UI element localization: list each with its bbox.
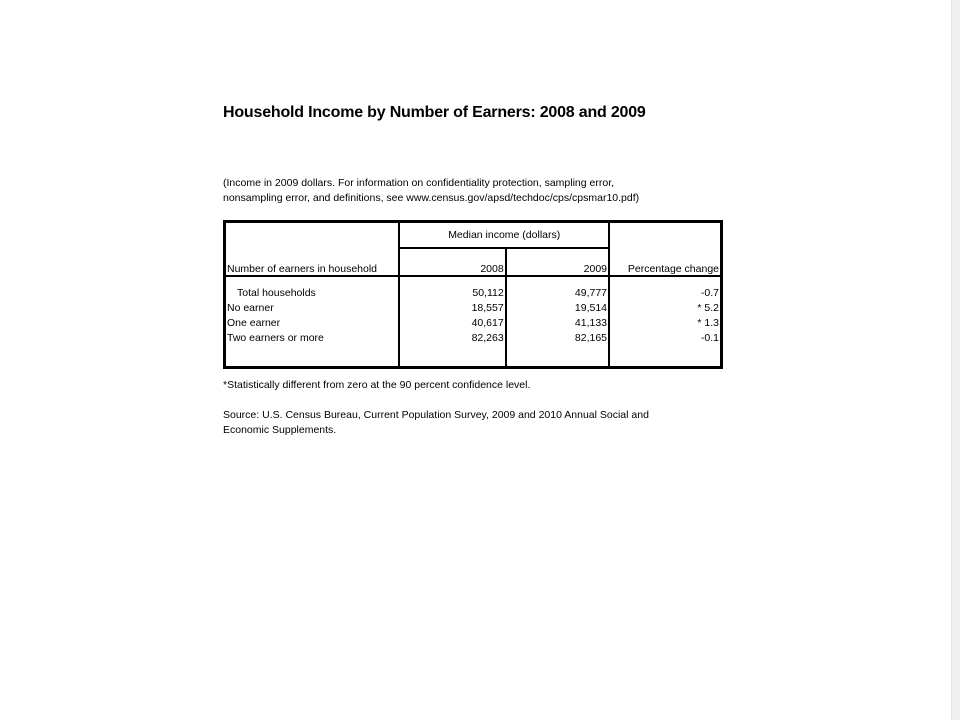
source-line-2: Economic Supplements. [223,424,337,436]
median-income-header: Median income (dollars) [399,222,609,249]
row-label: One earner [225,316,400,331]
col-header-change: Percentage change [609,248,721,276]
percentage-change: * 5.2 [697,302,719,314]
source-line-1: Source: U.S. Census Bureau, Current Population Survey, 2009 and 2010 Annual Social and [223,409,649,421]
scrollbar-track[interactable] [951,0,960,720]
value-2008: 50,112 [399,286,505,301]
value-2008: 82,263 [399,331,505,346]
document [223,104,743,436]
col-header-earners: Number of earners in household [225,248,400,276]
income-note [223,176,733,206]
table-row [225,301,722,316]
percentage-change: -0.1 [700,332,719,344]
col-header-2009: 2009 [506,248,609,276]
table-row [225,286,722,301]
table-row [225,331,722,346]
value-2008: 40,617 [399,316,505,331]
row-label: Two earners or more [225,331,400,346]
value-2009: 82,165 [506,331,609,346]
row-label: No earner [225,301,400,316]
header-empty-cell [225,222,400,249]
percentage-change: * 1.3 [697,317,719,329]
header-empty-cell-right [609,222,721,249]
row-label: Total households [225,286,400,301]
note-line-2: nonsampling error, and definitions, see www.census.gov/apsd/techdoc/cps/cpsmar10.pdf) [223,192,640,204]
significance-footnote: *Statistically different from zero at the 90 percent confidence level. [223,379,531,391]
value-2009: 49,777 [506,286,609,301]
income-table [223,220,723,369]
note-line-1: (Income in 2009 dollars. For information on confidentiality protection, sampling error, [223,177,615,189]
col-header-2008: 2008 [399,248,505,276]
table-row [225,316,722,331]
value-2008: 18,557 [399,301,505,316]
page-title: Household Income by Number of Earners: 2008 and 2009 [223,104,646,121]
percentage-change: -0.7 [700,287,719,299]
source-note [223,408,733,438]
value-2009: 19,514 [506,301,609,316]
value-2009: 41,133 [506,316,609,331]
